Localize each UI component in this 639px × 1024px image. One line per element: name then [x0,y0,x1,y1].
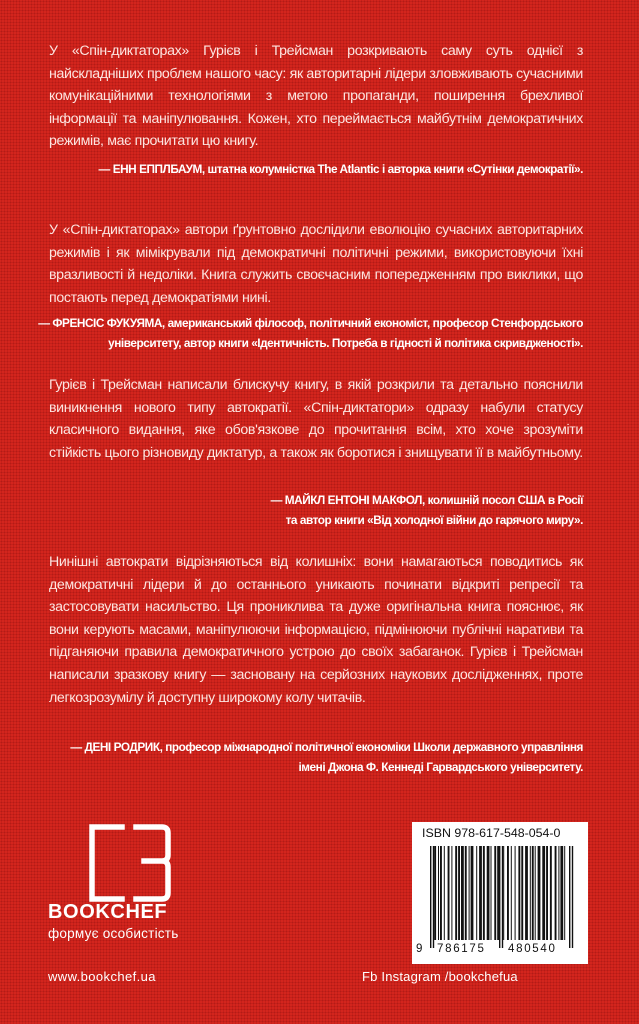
barcode-first-digit: 9 [416,943,425,955]
attribution-line: — ФРЕНСІС ФУКУЯМА, американський філософ, політичний економіст, професор Стенфордського [38,316,583,330]
attribution-line: університету, автор книги «Ідентичність. Потреба в гідності й політика скривдженості». [108,336,583,350]
attribution-line: імені Джона Ф. Кеннеді Гарвардського університету. [298,760,583,774]
quote-text: Гурієв і Трейсман написали блискучу книгу, в якій розкрили та детально пояснили виникнення нового типу автократії. «Спін-диктатори» одразу набули статусу класичного видання, яке обов'язкове до прочитання всім, хто хоче зрозуміти стійкість цього різновиду диктатур, а також як боротися і знищувати її в майбутньому. [49,377,583,461]
publisher-website-link[interactable]: www.bookchef.ua [48,969,156,984]
quote-text: У «Спін-диктаторах» автори ґрунтовно дослідили еволюцію сучасних авторитарних режимів і як мімікрували під демократичні політичні режими, використовуючи їхні вразливості й недоліки. Книга служить своєчасним попередженням про виклики, що постають перед демократіями нині. [49,222,583,306]
bookchef-logo-icon [88,823,172,903]
attribution-line: та автор книги «Від холодної війни до гарячого миру». [285,513,583,527]
publisher-name: BOOKCHEF [48,901,168,923]
quote-attribution [23,159,583,179]
quote-text: Нинішні автократи відрізняються від колишніх: вони намагаються поводитись як демократичні лідери й до останнього уникають починати відкриті репресії та застосовувати насильство. Ця прониклива та дуже оригінальна книга пояснює, як вони керують масами, маніпулюючи інформацією, підмінюючи публічні наративи та підганяючи правила демократичного устрою до своїх забаганок. Гурієв і Трейсман написали зразкову книгу — засновану на серйозних наукових дослідженнях, проте легкозрозумілу й доступну широкому колу читачів. [49,554,583,706]
barcode-icon [422,846,580,950]
isbn-label: ISBN 978-617-548-054-0 [422,826,561,840]
quote-text: У «Спін-диктаторах» Гурієв і Трейсман розкривають саму суть однієї з найскладніших проблем нашого часу: як авторитарні лідери зловживають сучасними комунікаційними технологіями з метою пропаганди, поширення брехливої інформації та маніпулювання. Кожен, хто переймається майбутнім демократичних режимів, має прочитати цю книгу. [49,43,583,150]
attribution-line: — МАЙКЛ ЕНТОНІ МАКФОЛ, колишній посол США в Росії [270,493,583,507]
attribution-line: — ДЕНІ РОДРИК, професор міжнародної політичної економіки Школи державного управління [70,740,583,754]
barcode-box [412,822,588,964]
barcode-left-digits: 786175 [437,943,486,955]
attribution-line: — ЕНН ЕППЛБАУМ, штатна колумністка The Atlantic і авторка книги «Сутінки демократії». [98,162,583,176]
publisher-social-links[interactable]: Fb Instagram /bookchefua [362,969,518,984]
quote-attribution [23,313,583,353]
quote-attribution [23,737,583,777]
quote-attribution [23,490,583,530]
barcode-right-digits: 480540 [508,943,557,955]
publisher-tagline: формує особистість [48,926,179,941]
